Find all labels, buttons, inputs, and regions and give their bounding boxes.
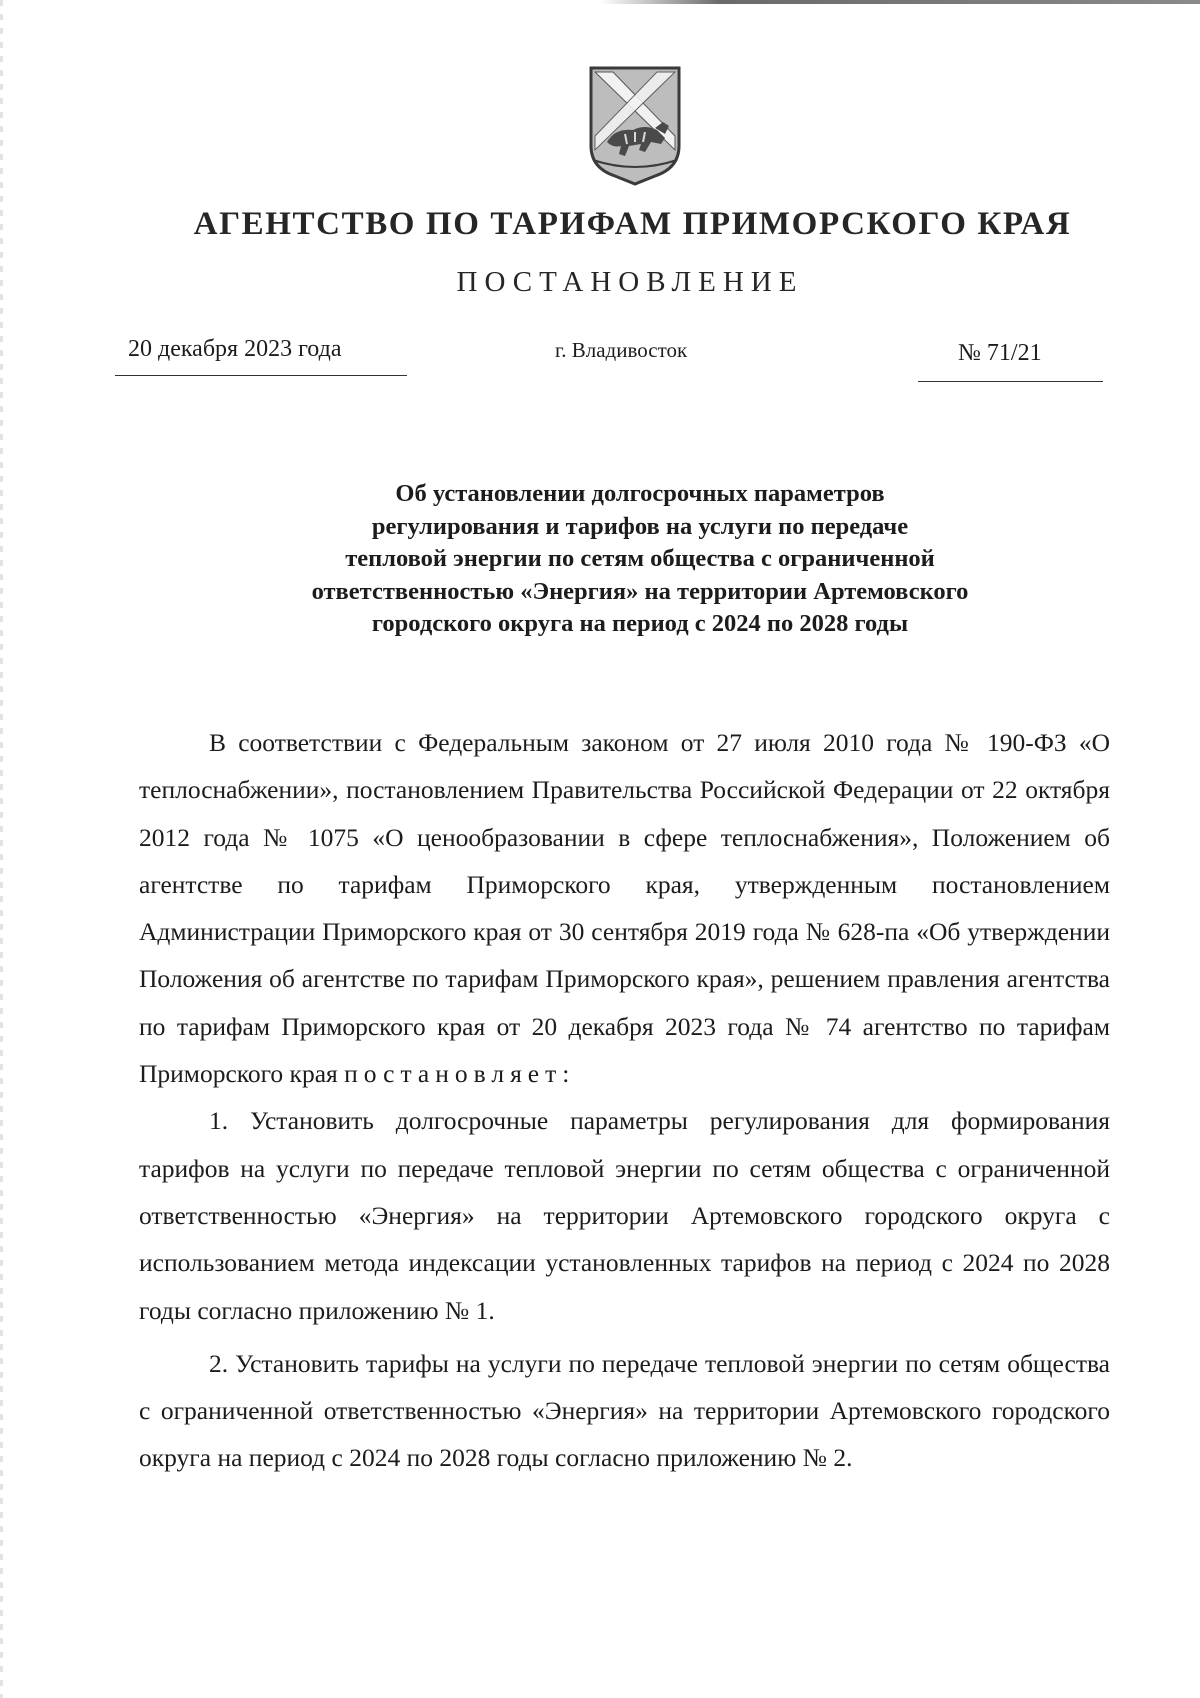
document-body — [139, 719, 1110, 1482]
scan-edge-left — [0, 0, 3, 1698]
title-line: регулирования и тарифов на услуги по передаче — [371, 512, 909, 540]
item-1-paragraph: 1. Установить долгосрочные параметры регулирования для формирования тарифов на услуги по передаче тепловой энергии по сетям общества с ограниченной ответственностью «Энергия» на территории Артемовского городского округа с использованием метода индексации установленных тарифов на период с 2024 по 2028 годы согласно приложению № 1. — [139, 1106, 1110, 1325]
agency-name: АГЕНТСТВО ПО ТАРИФАМ ПРИМОРСКОГО КРАЯ — [193, 206, 1072, 242]
document-date: 20 декабря 2023 года — [128, 336, 342, 362]
coat-of-arms-icon — [585, 64, 685, 188]
title-line: городского округа на период с 2024 по 2028 годы — [371, 610, 909, 637]
scan-edge-top — [600, 0, 1200, 4]
title-line: Об установлении долгосрочных параметров — [395, 480, 885, 507]
item-2-paragraph: 2. Установить тарифы на услуги по передаче тепловой энергии по сетям общества с ограниченной ответственностью «Энергия» на территории Артемовского городского округа на период с 2024 по 2028 годы согласно приложению № 2. — [139, 1348, 1110, 1473]
document-title — [200, 478, 1080, 641]
resolves-word: постановляет: — [344, 1059, 576, 1089]
document-type: ПОСТАНОВЛЕНИЕ — [456, 266, 804, 298]
number-underline — [918, 381, 1103, 382]
title-line: ответственностью «Энергия» на территории Артемовского — [311, 577, 969, 605]
preamble-paragraph — [139, 719, 1110, 1097]
preamble-text: В соответствии с Федеральным законом от 27 июля 2010 года № 190-ФЗ «О теплоснабжении», постановлением Правительства Российской Федерации от 22 октября 2012 года № 1075 «О ценообразовании в сфере теплоснабжения», Положением об агентстве по тарифам Приморского края, утвержденным постановлением Администрации Приморского края от 30 сентября 2019 года № 628-па «Об утверждении Положения об агентстве по тарифам Приморского края», решением правления агентства по тарифам Приморского края от 20 декабря 2023 года № 74 агентство по тарифам Приморского края — [139, 728, 1110, 1089]
title-line: тепловой энергии по сетям общества с ограниченной — [345, 545, 935, 572]
date-underline — [115, 375, 407, 376]
document-city: г. Владивосток — [555, 338, 688, 362]
document-number: № 71/21 — [958, 340, 1042, 366]
